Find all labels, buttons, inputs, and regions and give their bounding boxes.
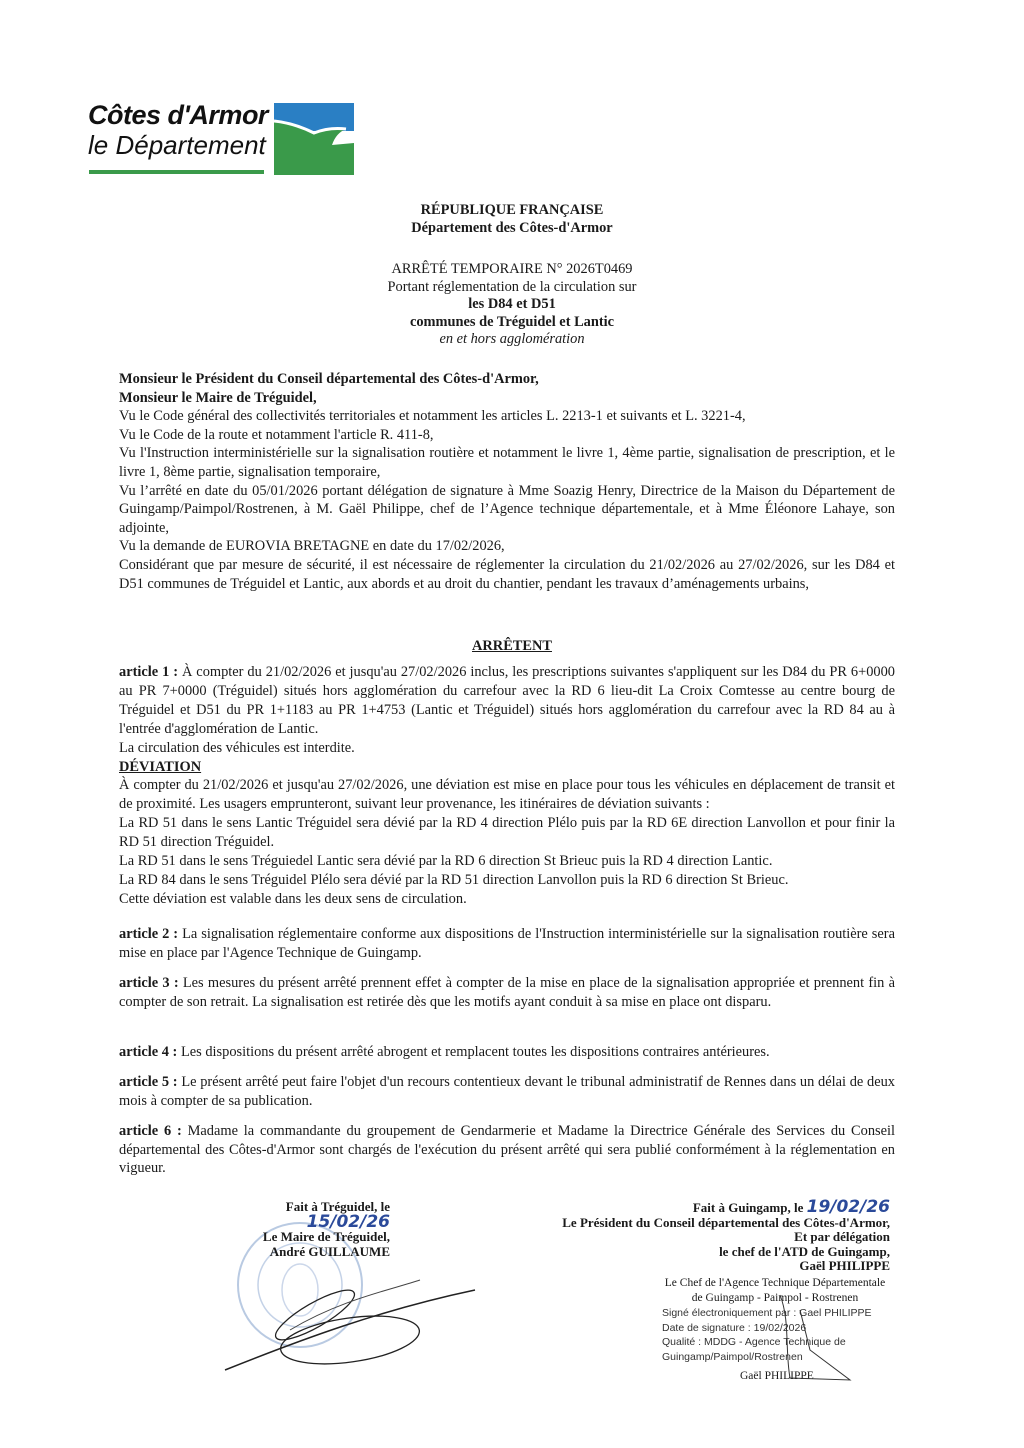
right-sign-chief: le chef de l'ATD de Guingamp,	[719, 1243, 890, 1259]
article-1	[119, 663, 895, 909]
right-sign-date: 19/02/26	[806, 1197, 890, 1217]
preamble-line: Monsieur le Maire de Tréguidel,	[119, 389, 317, 406]
arrete-roads: les D84 et D51	[468, 296, 556, 313]
mayor-signature-icon	[220, 1270, 480, 1380]
esign-by: Signé électroniquement par : Gael PHILIPPE	[662, 1307, 872, 1319]
stamp-line: de Guingamp - Paimpol - Rostrenen	[691, 1292, 859, 1304]
deviation-line: Cette déviation est valable dans les deux sens de circulation.	[119, 890, 467, 907]
article-label: article 6 :	[119, 1123, 182, 1139]
deviation-line: La RD 84 dans le sens Tréguidel Plélo sera dévié par la RD 51 direction Lanvollon puis la RD 6 direction St Brieuc.	[119, 871, 789, 888]
right-sign-name: Gaël PHILIPPE	[799, 1258, 890, 1274]
preamble	[119, 370, 895, 593]
preamble-line: Monsieur le Président du Conseil départemental des Côtes-d'Armor,	[119, 371, 539, 387]
arrete-number: ARRÊTÉ TEMPORAIRE N° 2026T0469	[391, 261, 633, 277]
preamble-line: Vu l'Instruction interministérielle sur la signalisation routière et notamment le livre 1, 4ème partie, signalisation de prescription, et le livre 1, 8ème partie, signalisation temporaire,	[119, 445, 895, 480]
arrete-title-block	[0, 261, 1024, 349]
article-text: Les mesures du présent arrêté prennent effet à compter de la mise en place de la signalisation appropriée et prennent fin à compter de son retrait. La signalisation est retirée dès que les motifs ayant conduit à sa mise en place ont disparu.	[119, 975, 895, 1010]
department-logo-text	[88, 100, 268, 160]
decree-heading: ARRÊTENT	[472, 638, 552, 654]
republic-title: RÉPUBLIQUE FRANÇAISE	[420, 202, 604, 218]
article-6	[119, 1122, 895, 1178]
left-sign-role: Le Maire de Tréguidel,	[262, 1229, 390, 1245]
deviation-line: La RD 51 dans le sens Tréguiedel Lantic sera dévié par la RD 6 direction St Brieuc puis la RD 4 direction Lantic.	[119, 853, 773, 870]
arrete-communes: communes de Tréguidel et Lantic	[409, 313, 615, 330]
right-sign-place: Fait à Guingamp, le	[692, 1200, 804, 1215]
document-header	[0, 202, 1024, 237]
logo-underline	[89, 170, 264, 174]
arrete-scope: en et hors agglomération	[439, 331, 585, 348]
article-2	[119, 925, 895, 962]
left-sign-place: Fait à Tréguidel, le	[285, 1199, 390, 1214]
preamble-line: Vu le Code de la route et notamment l'article R. 411-8,	[119, 426, 434, 443]
article-label: article 4 :	[119, 1044, 178, 1060]
preamble-line: Vu la demande de EUROVIA BRETAGNE en date du 17/02/2026,	[119, 538, 505, 555]
preamble-line: Vu l’arrêté en date du 05/01/2026 portant délégation de signature à Mme Soazig Henry, Directrice de la Maison du Département de Guingamp/Paimpol/Rostrenen, à M. Gaël Philippe, chef de l’Agence technique départementale, et à Mme Éléonore Lahaye, son adjointe,	[119, 482, 895, 536]
article-text: Les dispositions du présent arrêté abrogent et remplacent toutes les dispositions contraires antérieures.	[180, 1044, 770, 1060]
article-extra: La circulation des véhicules est interdite.	[119, 739, 355, 756]
deviation-line: À compter du 21/02/2026 et jusqu'au 27/02/2026, une déviation est mise en place pour tous les véhicules en déplacement de transit et de proximité. Les usagers emprunteront, suivant leur provenance, les itinéraires de déviation suivants :	[119, 777, 895, 813]
article-label: article 3 :	[119, 975, 179, 991]
article-text: Madame la commandante du groupement de Gendarmerie et Madame la Directrice Générale des Services du Conseil départemental des Côtes-d'Armor sont chargés de l'exécution du présent arrêté qui sera publié conformément à la réglementation en vigueur.	[119, 1123, 895, 1177]
article-5	[119, 1073, 895, 1110]
article-label: article 2 :	[119, 926, 179, 942]
department-title: Département des Côtes-d'Armor	[411, 219, 613, 236]
left-signature-block	[200, 1200, 390, 1259]
deviation-line: La RD 51 dans le sens Lantic Tréguidel sera dévié par la RD 4 direction Plélo puis par la RD 6E direction Lanvollon et pour finir la RD 51 direction Tréguidel.	[119, 815, 895, 851]
preamble-line: Considérant que par mesure de sécurité, il est nécessaire de réglementer la circulation du 21/02/2026 au 27/02/2026, sur les D84 et D51 communes de Tréguidel et Lantic, aux abords et au droit du chantier, pendant les travaux d’aménagements urbains,	[119, 556, 895, 592]
article-3	[119, 974, 895, 1011]
left-sign-name: André GUILLAUME	[269, 1243, 390, 1259]
right-signature-block	[500, 1197, 890, 1274]
stamp-name: Gaël PHILIPPE	[740, 1370, 814, 1382]
stamp-line: Le Chef de l'Agence Technique Départementale	[664, 1277, 886, 1289]
arrete-subject: Portant réglementation de la circulation sur	[387, 278, 637, 295]
department-logo-icon	[274, 103, 354, 175]
article-label: article 5 :	[119, 1074, 178, 1090]
preamble-line: Vu le Code général des collectivités territoriales et notamment les articles L. 2213-1 et suivants et L. 3221-4,	[119, 408, 746, 425]
article-label: article 1 :	[119, 664, 179, 680]
esign-quality2: Guingamp/Paimpol/Rostrenen	[662, 1350, 803, 1363]
esign-date: Date de signature : 19/02/2026	[662, 1321, 807, 1334]
logo-line2: le Département	[88, 130, 266, 160]
right-sign-role: Le Président du Conseil départemental des Côtes-d'Armor,	[562, 1214, 890, 1230]
left-sign-date: 15/02/26	[306, 1211, 390, 1232]
esign-quality: Qualité : MDDG - Agence Technique de	[662, 1336, 846, 1348]
chief-signature-icon	[770, 1290, 860, 1385]
article-text: Le présent arrêté peut faire l'objet d'un recours contentieux devant le tribunal administratif de Rennes dans un délai de deux mois à compter de sa publication.	[119, 1074, 895, 1109]
right-sign-delegation: Et par délégation	[794, 1229, 890, 1245]
logo-line1: Côtes d'Armor	[88, 100, 268, 130]
article-4	[119, 1043, 895, 1062]
article-text: À compter du 21/02/2026 et jusqu'au 27/02/2026 inclus, les prescriptions suivantes s'appliquent sur les D84 du PR 6+0000 au PR 7+0000 (Tréguidel) situés hors agglomération du carrefour avec la RD 6 lieu-dit La Croix Comtesse au centre bourg de Tréguidel et D51 du PR 1+1183 au PR 1+4753 (Lantic et Tréguidel) situés hors agglomération du carrefour avec la RD 84 au à l'entrée d'agglomération de Lantic.	[119, 664, 895, 737]
deviation-heading: DÉVIATION	[119, 758, 202, 775]
article-text: La signalisation réglementaire conforme aux dispositions de l'Instruction interministérielle sur la signalisation routière sera mise en place par l'Agence Technique de Guingamp.	[119, 926, 895, 961]
